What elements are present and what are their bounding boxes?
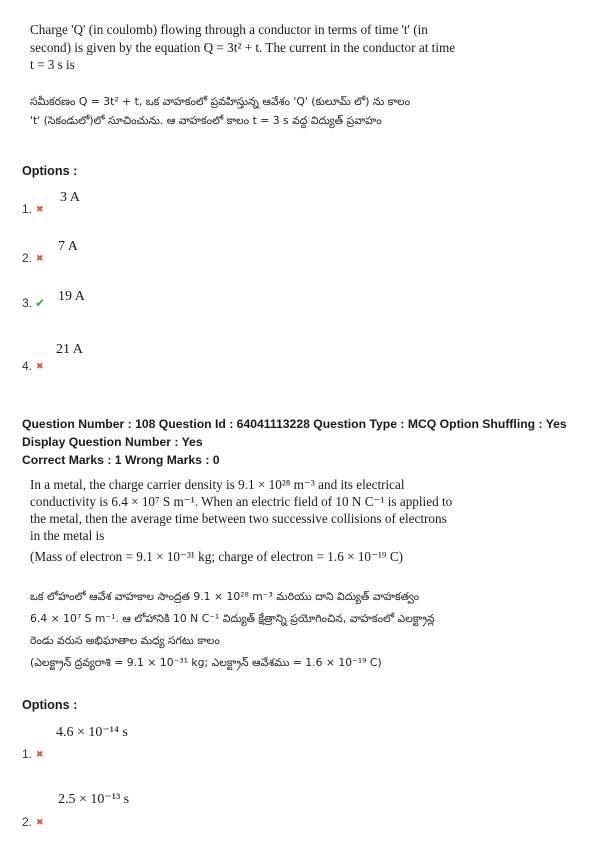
option-number: 3. <box>22 296 33 310</box>
q108-question-telugu <box>30 586 575 674</box>
q108-telugu-line-3: రెండు వరుస అభిఘాతాల మధ్య సగటు కాలం <box>30 634 220 647</box>
option-number: 2. <box>22 251 33 265</box>
q107-option-4-value: 21 A <box>56 342 83 357</box>
option-number: 1. <box>22 747 33 761</box>
q108-meta-line-3: Correct Marks : 1 Wrong Marks : 0 <box>22 453 220 467</box>
q107-option-3[interactable] <box>22 294 45 312</box>
q107-option-1[interactable] <box>22 200 44 218</box>
wrong-mark-icon: ✖ <box>36 253 44 263</box>
q107-option-3-value: 19 A <box>58 289 85 304</box>
q108-english-line-4: in the metal is <box>30 528 105 543</box>
q108-meta-line-2: Display Question Number : Yes <box>22 435 203 449</box>
q107-option-1-value: 3 A <box>60 190 80 205</box>
option-number: 4. <box>22 359 33 373</box>
q107-english-line-3: t = 3 s is <box>30 57 75 72</box>
q108-meta <box>22 415 587 469</box>
q107-options-heading: Options : <box>22 164 78 178</box>
q108-option-2[interactable] <box>22 813 44 831</box>
wrong-mark-icon: ✖ <box>36 361 44 371</box>
q107-english-line-1: Charge 'Q' (in coulomb) flowing through a conductor in terms of time 't' (in <box>30 22 428 37</box>
wrong-mark-icon: ✖ <box>36 204 44 214</box>
q108-english-line-3: the metal, then the average time between two successive collisions of electrons <box>30 511 447 526</box>
q108-english-line-1: In a metal, the charge carrier density is 9.1 × 10²⁸ m⁻³ and its electrical <box>30 477 405 492</box>
q107-telugu-line-1: సమీకరణం Q = 3t² + t, ఒక వాహకంలో ప్రవహిస్తున్న ఆవేశం 'Q' (కులూమ్ లో) ను కాలం <box>30 95 411 108</box>
q107-question-telugu <box>30 92 570 130</box>
q107-question-english <box>30 21 550 74</box>
q108-option-1[interactable] <box>22 745 44 763</box>
wrong-mark-icon: ✖ <box>36 817 44 827</box>
check-mark-icon: ✔ <box>35 296 46 310</box>
q108-option-1-value: 4.6 × 10⁻¹⁴ s <box>56 725 128 740</box>
q108-meta-line-1: Question Number : 108 Question Id : 64041113228 Question Type : MCQ Option Shuffling : Yes <box>22 417 567 431</box>
q107-option-2[interactable] <box>22 249 44 267</box>
q108-options-heading: Options : <box>22 698 78 712</box>
q108-telugu-line-2: 6.4 × 10⁷ S m⁻¹. ఆ లోహానికి 10 N C⁻¹ విద్యుత్ క్షేత్రాన్ని ప్రయోగించిన, వాహకంలో ఎలక్ట్రాన్ల <box>30 612 435 625</box>
q107-option-2-value: 7 A <box>58 239 78 254</box>
q108-telugu-line-4: (ఎలక్ట్రాన్ ద్రవ్యరాశి = 9.1 × 10⁻³¹ kg; ఎలక్ట్రాన్ ఆవేశము = 1.6 × 10⁻¹⁹ C) <box>30 656 382 669</box>
option-number: 2. <box>22 815 33 829</box>
q108-telugu-line-1: ఒక లోహంలో ఆవేశ వాహకాల సాంద్రత 9.1 × 10²⁸ m⁻³ మరియు దాని విద్యుత్ వాహకత్వం <box>30 590 420 603</box>
q108-option-2-value: 2.5 × 10⁻¹³ s <box>58 792 130 807</box>
q107-option-4[interactable] <box>22 357 44 375</box>
q108-english-line-5: (Mass of electron = 9.1 × 10⁻³¹ kg; charge of electron = 1.6 × 10⁻¹⁹ C) <box>30 549 404 564</box>
option-number: 1. <box>22 202 33 216</box>
q108-question-english <box>30 476 570 565</box>
q107-english-line-2: second) is given by the equation Q = 3t² + t. The current in the conductor at time <box>30 39 456 55</box>
q108-english-line-2: conductivity is 6.4 × 10⁷ S m⁻¹. When an electric field of 10 N C⁻¹ is applied to <box>30 494 453 509</box>
wrong-mark-icon: ✖ <box>36 749 44 759</box>
q107-telugu-line-2: 't' (సెకండులో)లో సూచించును. ఆ వాహకంలో కాలం t = 3 s వద్ద విద్యుత్ ప్రవాహం <box>30 114 382 127</box>
